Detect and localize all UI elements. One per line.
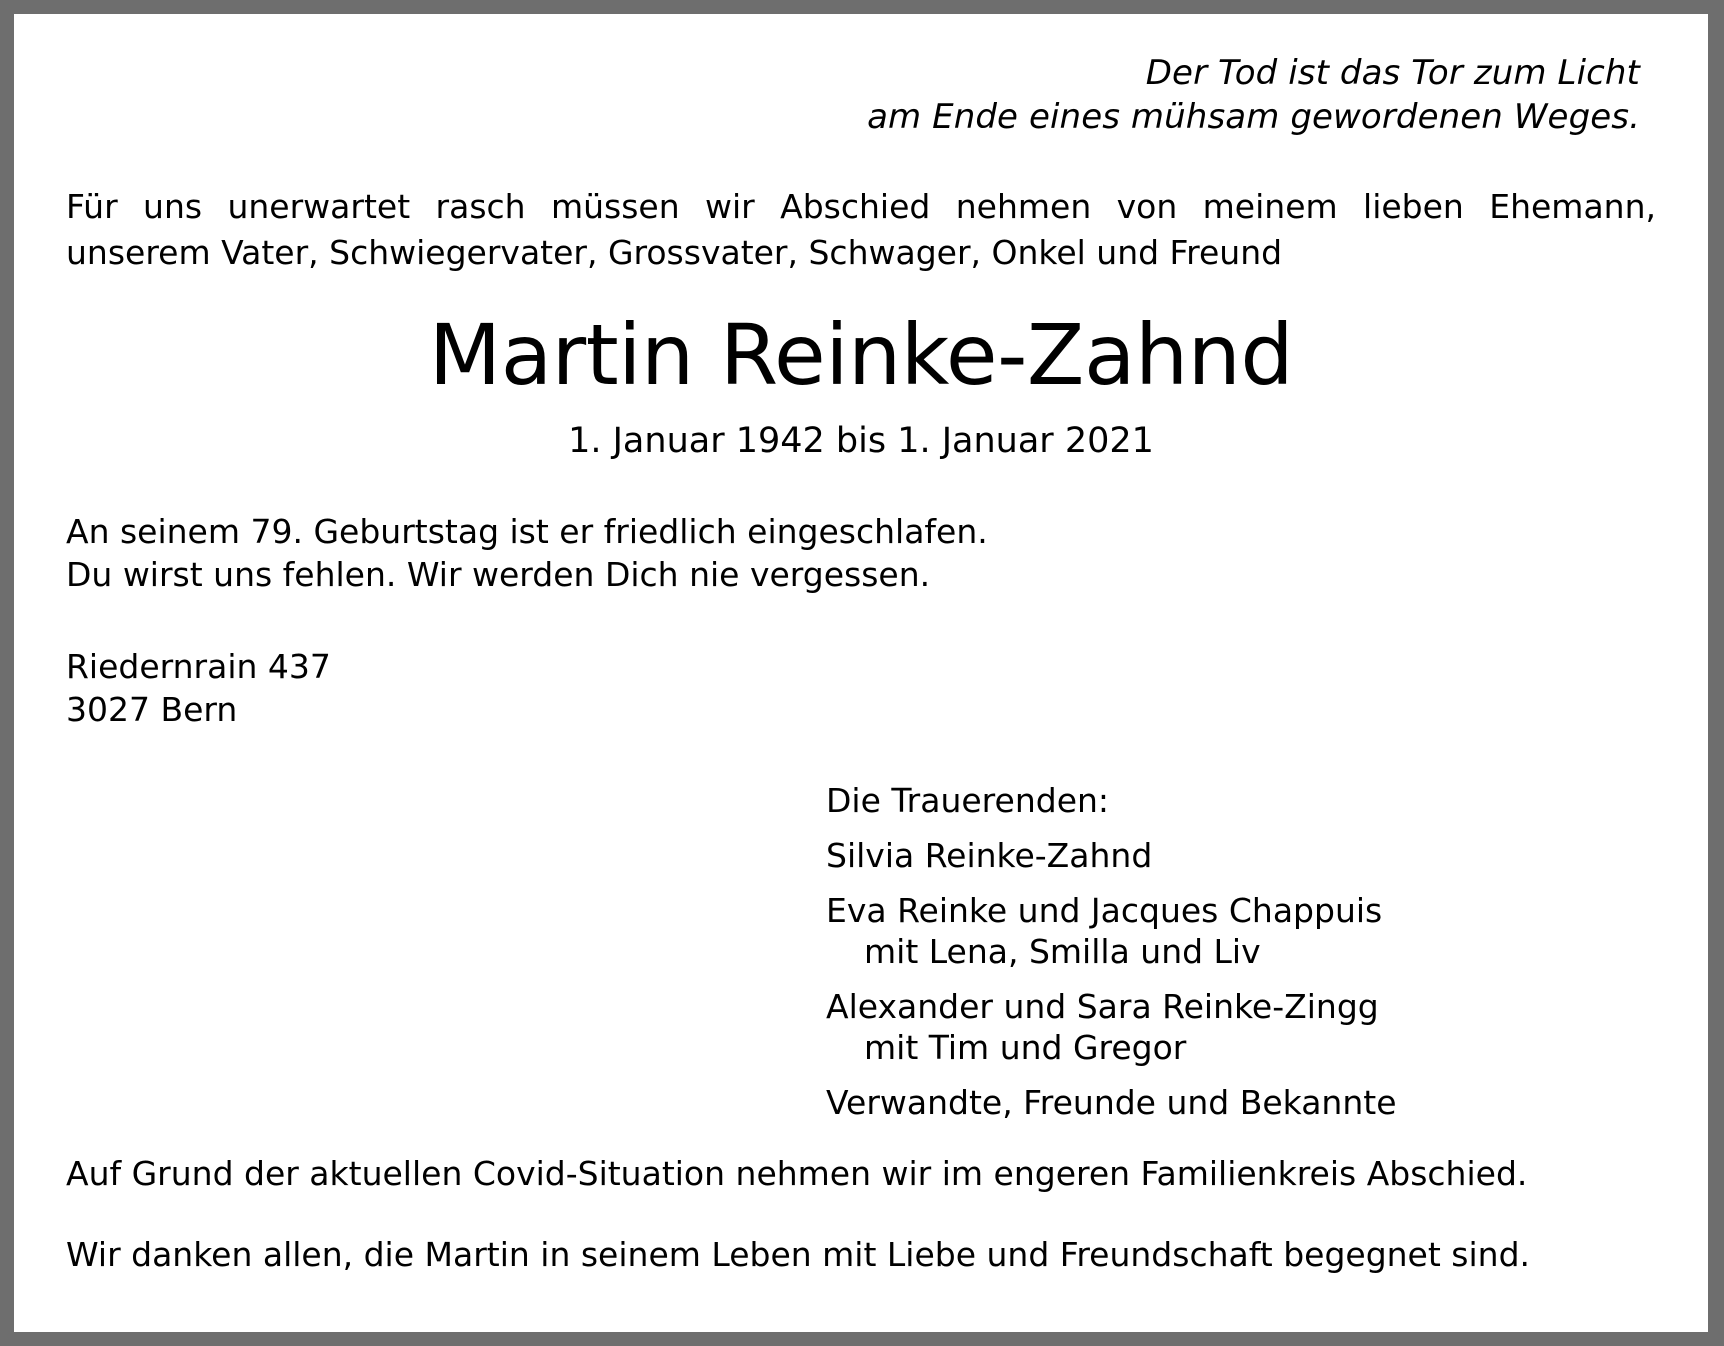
motto-quote bbox=[66, 52, 1640, 139]
intro-paragraph bbox=[66, 185, 1656, 275]
obituary-card bbox=[14, 14, 1708, 1332]
mourners-heading: Die Trauerenden: bbox=[826, 780, 1110, 820]
motto-line-2: am Ende eines mühsam gewordenen Weges. bbox=[867, 96, 1640, 137]
passing-note bbox=[66, 511, 1656, 597]
mourner-entry: Silvia Reinke-Zahnd bbox=[826, 835, 1153, 875]
passing-note-line-1: An seinem 79. Geburtstag ist er friedlich eingeschlafen. bbox=[66, 511, 988, 551]
intro-line-1: Für uns unerwartet rasch müssen wir Abschied nehmen von meinem lieben Ehemann, bbox=[66, 187, 1656, 227]
footer-line-1: Auf Grund der aktuellen Covid-Situation nehmen wir im engeren Familienkreis Abschied. bbox=[66, 1153, 1528, 1193]
passing-note-line-2: Du wirst uns fehlen. Wir werden Dich nie vergessen. bbox=[66, 554, 931, 594]
address-street: Riedernrain 437 bbox=[66, 646, 331, 686]
address-city: 3027 Bern bbox=[66, 690, 238, 730]
intro-line-2: unserem Vater, Schwiegervater, Grossvater, Schwager, Onkel und Freund bbox=[66, 232, 1283, 272]
footer-line-2: Wir danken allen, die Martin in seinem Leben mit Liebe und Freundschaft begegnet sind. bbox=[66, 1234, 1531, 1274]
mourner-entry: Verwandte, Freunde und Bekannte bbox=[826, 1082, 1397, 1122]
mourner-entry-sub: mit Lena, Smilla und Liv bbox=[864, 931, 1261, 971]
mourner-entry bbox=[826, 890, 1656, 971]
mourner-entry bbox=[826, 986, 1656, 1067]
deceased-dates: 1. Januar 1942 bis 1. Januar 2021 bbox=[568, 420, 1154, 461]
mourners-block bbox=[826, 780, 1656, 1122]
footer-block bbox=[66, 1153, 1656, 1277]
mourner-entry-main: Eva Reinke und Jacques Chappuis bbox=[826, 890, 1383, 930]
mourner-entry-sub: mit Tim und Gregor bbox=[864, 1027, 1187, 1067]
address-block bbox=[66, 645, 1656, 732]
mourner-entry-main: Alexander und Sara Reinke-Zingg bbox=[826, 986, 1379, 1026]
motto-line-1: Der Tod ist das Tor zum Licht bbox=[1145, 53, 1640, 93]
deceased-name: Martin Reinke-Zahnd bbox=[428, 305, 1294, 404]
